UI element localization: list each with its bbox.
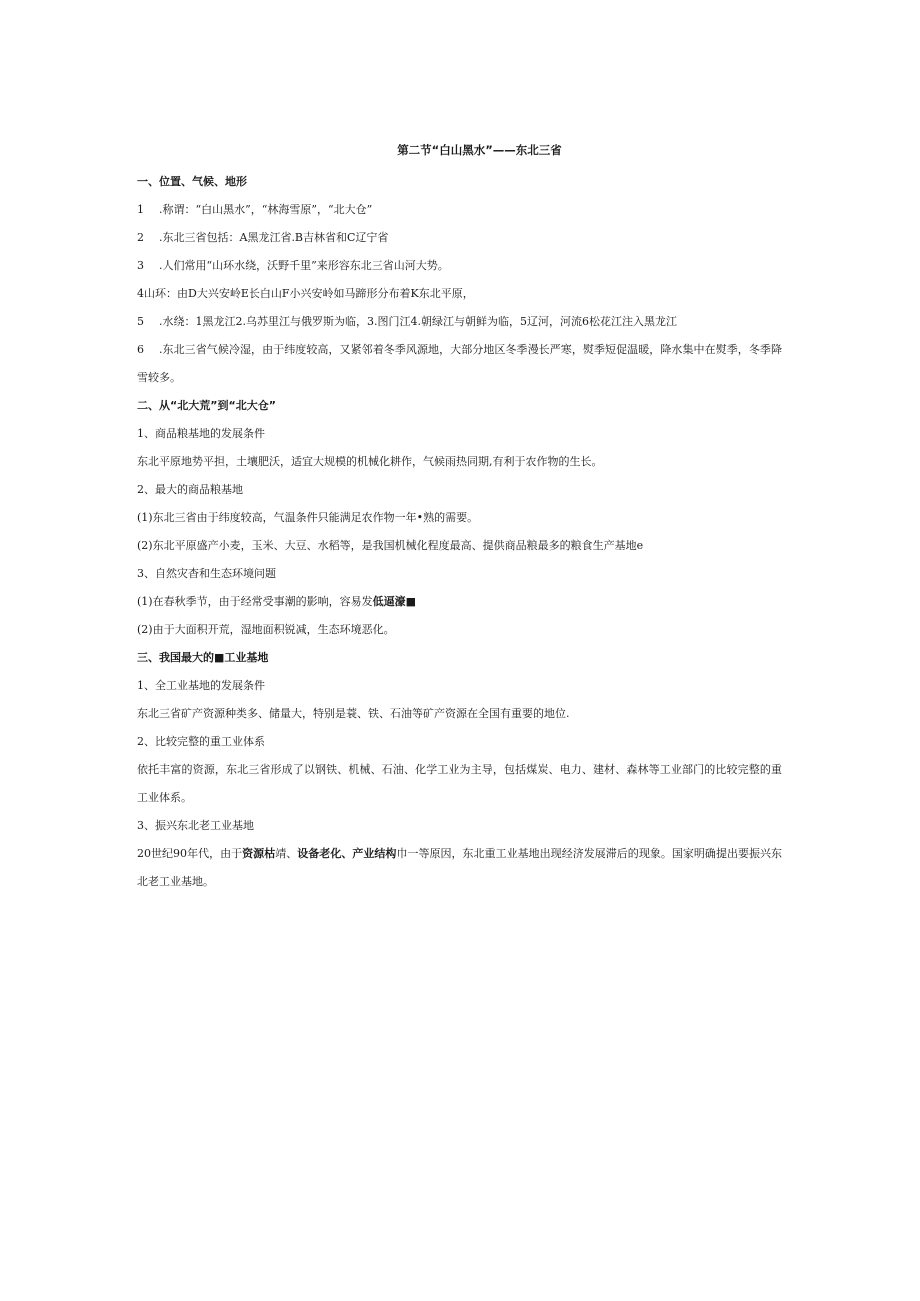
paragraph: 依托丰富的资源，东北三省形成了以钢铁、机械、石油、化学工业为主导，包括煤炭、电力、建材、森林等工业部门的比较完整的重工业体系。 bbox=[137, 763, 782, 804]
bold-term: 资源枯 bbox=[242, 847, 276, 860]
item-text: .东北三省气候冷湿，由于纬度较高，又紧邻着冬季风源地，大部分地区冬季漫长严寒，熨季短促温暖，降水集中在熨季，冬季降雪较多。 bbox=[137, 343, 782, 384]
bold-term: 低逼濠■ bbox=[372, 595, 416, 608]
item-number: 5 bbox=[137, 315, 144, 328]
subheading: 1、全工业基地的发展条件 bbox=[137, 679, 265, 692]
item-text: .水绕：1黑龙江2.乌苏里江与俄罗斯为临，3.图门江4.朝绿江与朝鲜为临，5辽河，河流6松花江注入黑龙江 bbox=[159, 315, 677, 328]
paragraph-text: (1)在春秋季节，由于经常受事潮的影响，容易发 bbox=[137, 595, 373, 608]
list-item-mountains: 4山环：由D大兴安岭E长白山F小兴安岭如马蹄形分布着K东北平原， bbox=[137, 287, 474, 300]
subheading: 2、比较完整的重工业体系 bbox=[137, 735, 265, 748]
document-page bbox=[137, 140, 782, 896]
paragraph-text: 靖、 bbox=[275, 847, 298, 860]
section-heading-location-climate-terrain: 一、位置、气候、地形 bbox=[137, 175, 247, 188]
list-item bbox=[137, 252, 782, 280]
subheading: 2、最大的商品粮基地 bbox=[137, 483, 243, 496]
item-number: 3 bbox=[137, 259, 144, 272]
paragraph: 东北三省矿产资源种类多、储量大，特别是蓑、铁、石油等矿产资源在全国有重要的地位. bbox=[137, 707, 570, 720]
paragraph bbox=[137, 588, 782, 616]
subheading: 3、振兴东北老工业基地 bbox=[137, 819, 254, 832]
paragraph: (1)东北三省由于纬度较高，气温条件只能满足农作物一年•熟的需要。 bbox=[137, 511, 479, 524]
list-item-climate bbox=[137, 336, 782, 392]
paragraph bbox=[137, 840, 782, 896]
list-item bbox=[137, 196, 782, 224]
item-number: 6 bbox=[137, 343, 144, 356]
subheading: 1、商品粮基地的发展条件 bbox=[137, 427, 265, 440]
item-text: .称谓：“白山黑水”，“林海雪原”，“北大仓” bbox=[159, 203, 373, 216]
section-heading-grain-base: 二、从“北大荒”到“北大仓” bbox=[137, 399, 276, 412]
list-item-rivers bbox=[137, 308, 782, 336]
paragraph-text: 巾一等原因，东北重工业基地出现经济发展滞后的现象。国家明确提出要振兴东北老工业基地。 bbox=[137, 847, 783, 888]
subheading: 3、自然灾杳和生态环境问题 bbox=[137, 567, 276, 580]
list-item bbox=[137, 224, 782, 252]
paragraph-text: 20世纪90年代，由于 bbox=[137, 847, 243, 860]
item-number: 1 bbox=[137, 203, 144, 216]
item-text: .东北三省包括：A黑龙江省.B吉林省和C辽宁省 bbox=[159, 231, 389, 244]
paragraph: 东北平原地势平担，土壤肥沃，适宜大规模的机械化耕作，气候雨热同期,有利于农作物的生长。 bbox=[137, 455, 603, 468]
section-heading-industrial-base: 三、我国最大的■工业基地 bbox=[137, 651, 269, 664]
item-text: .人们常用“山环水绕，沃野千里”来形容东北三省山河大势。 bbox=[159, 259, 449, 272]
item-number: 2 bbox=[137, 231, 144, 244]
page-title: 第二节“白山黑水”——东北三省 bbox=[397, 143, 562, 157]
bold-term: 设备老化、产业结构 bbox=[297, 847, 397, 860]
paragraph: (2)由于大面积开荒，湿地面积锐减，生态环境恶化。 bbox=[137, 623, 395, 636]
paragraph: (2)东北平原盛产小麦，玉米、大豆、水稻等，是我国机械化程度最高、提供商品粮最多的粮食生产基地e bbox=[137, 539, 644, 552]
